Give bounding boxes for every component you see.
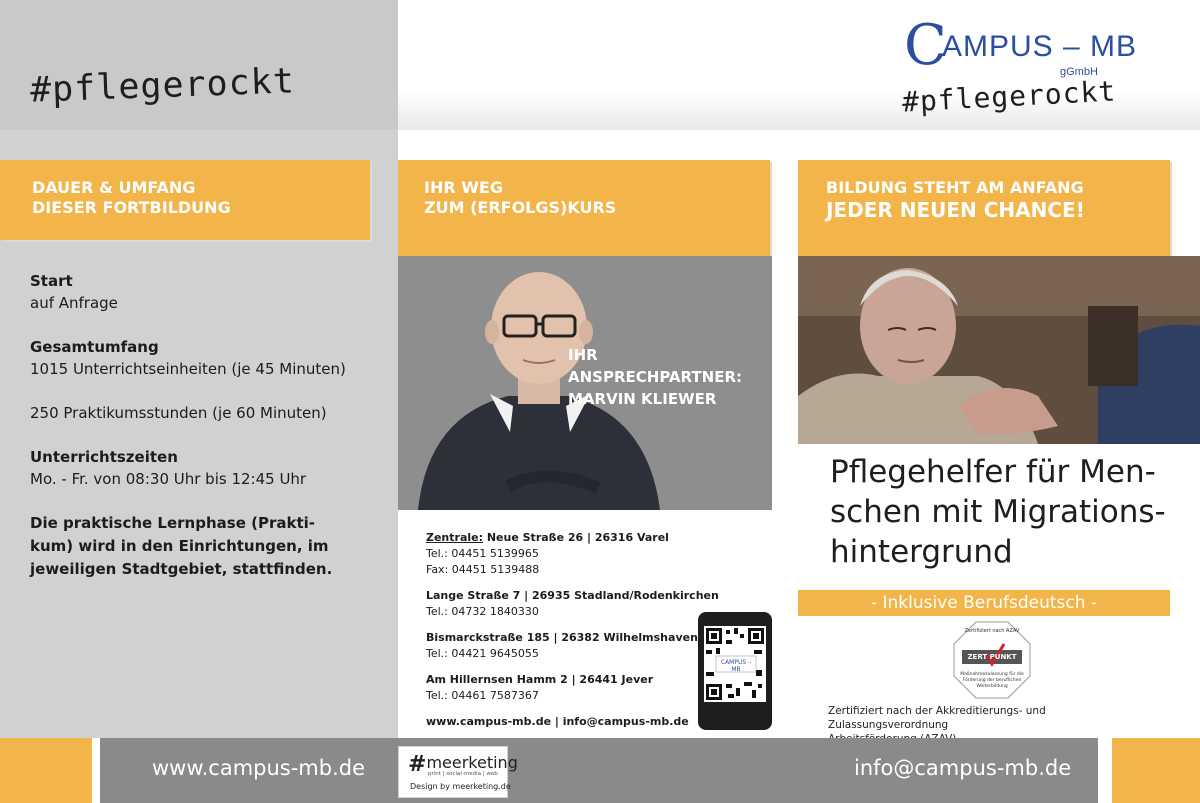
contact-line1: IHR: [568, 346, 598, 364]
qr-center-label: CAMPUS – MB: [720, 659, 752, 673]
cert-bottom-text3: Weiterbildung: [976, 684, 1008, 689]
contact-line2: ANSPRECHPARTNER:: [568, 368, 743, 386]
footer-website-link[interactable]: www.campus-mb.de: [152, 756, 366, 780]
cert-top-text: Zertifiziert nach AZAV: [964, 628, 1020, 634]
address-zentrale: [426, 530, 669, 578]
zentrale-fax: Fax: 04451 5139488: [426, 563, 540, 576]
course-title-line2: schen mit Migrations-: [830, 494, 1166, 530]
agency-credit: Design by meerketing.de: [410, 782, 511, 791]
address-stadland: [426, 588, 719, 620]
agency-name: meerketing: [426, 753, 518, 772]
qr-code[interactable]: [704, 626, 766, 702]
web-mail-line: [426, 714, 689, 730]
contact-line3: MARVIN KLIEWER: [568, 390, 717, 408]
zeiten-value: Mo. - Fr. von 08:30 Uhr bis 12:45 Uhr: [30, 470, 307, 488]
agency-hash: #: [408, 752, 427, 777]
address-wilhelmshaven: [426, 630, 698, 662]
praxis-line2: kum) wird in den Einrichtungen, im: [30, 537, 329, 555]
info-praxis: [30, 512, 375, 581]
zentrale-tel: Tel.: 04451 5139965: [426, 547, 539, 560]
hashtag-left: #pflegerockt: [29, 61, 296, 111]
jever-address: Am Hillernsen Hamm 2 | 26441 Jever: [426, 673, 654, 686]
course-subtitle: - Inklusive Berufsdeutsch -: [870, 593, 1098, 613]
start-label: Start: [30, 272, 73, 290]
info-zeiten: [30, 446, 375, 490]
care-illustration: [798, 256, 1200, 444]
logo-suffix: gGmbH: [1060, 66, 1098, 78]
stadland-address: Lange Straße 7 | 26935 Stadland/Rodenkirchen: [426, 589, 719, 602]
agency-tagline: print | social-media | web: [428, 771, 498, 777]
cert-logo-text: ZERT PUNKT: [967, 653, 1017, 661]
wilhelmshaven-tel: Tel.: 04421 9645055: [426, 647, 539, 660]
praxis-line1: Die praktische Lernphase (Prakti-: [30, 514, 315, 532]
course-title-line3: hintergrund: [830, 534, 1013, 570]
header-chance: [798, 160, 1170, 256]
logo-name: AMPUS – MB: [942, 30, 1138, 63]
info-umfang: [30, 336, 375, 380]
start-value: auf Anfrage: [30, 294, 118, 312]
stadland-tel: Tel.: 04732 1840330: [426, 605, 539, 618]
header-duration-line1: DAUER & UMFANG: [32, 178, 196, 197]
care-photo: [798, 256, 1200, 444]
header-duration: [0, 160, 370, 240]
header-path-line1: IHR WEG: [424, 178, 503, 197]
web-mail-text[interactable]: www.campus-mb.de | info@campus-mb.de: [426, 715, 689, 728]
umfang-label: Gesamtumfang: [30, 338, 159, 356]
header-chance-line1: BILDUNG STEHT AM ANFANG: [826, 178, 1084, 197]
contact-heading: [568, 344, 742, 410]
praxis-line3: jeweiligen Stadtgebiet, stattfinden.: [30, 560, 333, 578]
info-start: [30, 270, 375, 314]
header-chance-line2: JEDER NEUEN CHANCE!: [826, 198, 1085, 222]
cert-note-line1: Zertifiziert nach der Akkreditierungs- und Zulassungsverordnung: [828, 705, 1046, 731]
cert-bottom-text1: Maßnahmezulassung für die: [960, 672, 1024, 677]
umfang-value: 1015 Unterrichtseinheiten (je 45 Minuten): [30, 360, 346, 378]
praktikum-value: 250 Praktikumsstunden (je 60 Minuten): [30, 404, 327, 422]
zeiten-label: Unterrichtszeiten: [30, 448, 178, 466]
hashtag-right: #pflegerockt: [901, 74, 1118, 119]
footer-accent-right: [1112, 738, 1200, 803]
header-duration-line2: DIESER FORTBILDUNG: [32, 198, 231, 217]
certification-seal: [952, 620, 1032, 700]
jever-tel: Tel.: 04461 7587367: [426, 689, 539, 702]
header-path-line2: ZUM (ERFOLGS)KURS: [424, 198, 617, 217]
course-title: [830, 452, 1200, 572]
address-jever: [426, 672, 653, 704]
cert-bottom-text: [952, 672, 1032, 690]
footer-email-link[interactable]: info@campus-mb.de: [854, 756, 1072, 780]
footer-accent-left: [0, 738, 92, 803]
wilhelmshaven-address: Bismarckstraße 185 | 26382 Wilhelmshaven: [426, 631, 698, 644]
zentrale-address: Neue Straße 26 | 26316 Varel: [483, 531, 669, 544]
cert-bottom-text2: Förderung der beruflichen: [962, 678, 1022, 683]
course-title-line1: Pflegehelfer für Men-: [830, 454, 1156, 490]
zentrale-label: Zentrale:: [426, 531, 484, 544]
course-subtitle-strip: [798, 590, 1170, 616]
header-path: [398, 160, 770, 256]
logo-initial: C: [904, 13, 947, 78]
top-right-band: [398, 0, 1200, 130]
